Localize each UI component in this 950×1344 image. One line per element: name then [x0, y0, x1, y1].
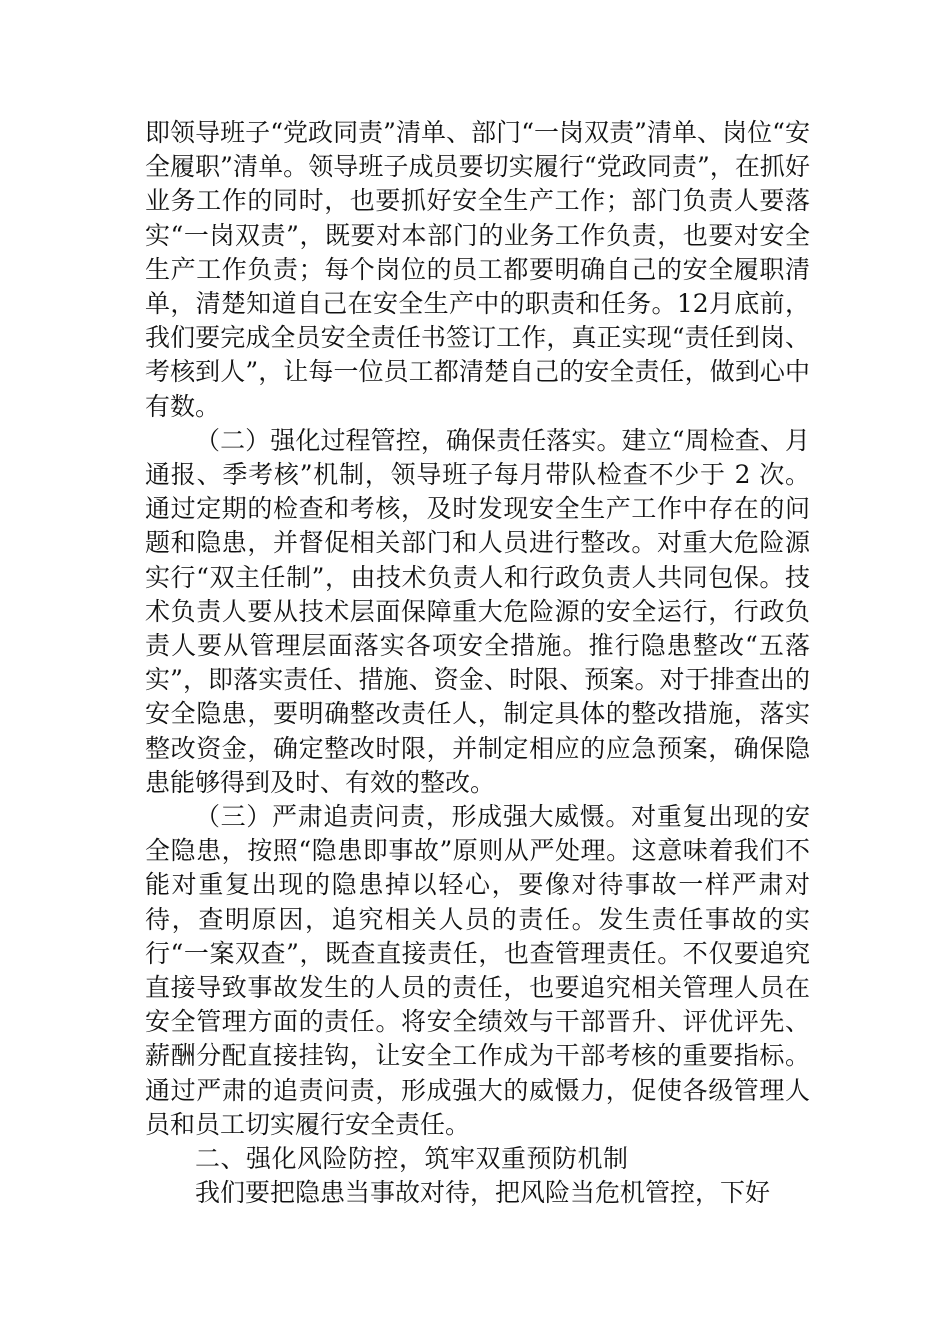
- section-heading-risk-prevention: 二、强化风险防控，筑牢双重预防机制: [195, 1144, 629, 1174]
- paragraph-process-control: （二）强化过程管控，确保责任落实。建立“周检查、月通报、季考核”机制，领导班子每月带队检查不少于 2 次。通过定期的检查和考核，及时发现安全生产工作中存在的问题和隐患，并督促相关部门和人员进行整改。对重大危险源实行“双主任制”，由技术负责人和行政负责人共同包保。技术负责人要从技术层面保障重大危险源的安全运行，行政负责人要从管理层面落实各项安全措施。推行隐患整改“五落实”，即落实责任、措施、资金、时限、预案。对于排查出的安全隐患，要明确整改责任人，制定具体的整改措施，落实整改资金，确定整改时限，并制定相应的应急预案，确保隐患能够得到及时、有效的整改。: [145, 425, 810, 797]
- document-body: [145, 116, 810, 1211]
- paragraph-responsibility-lists: 即领导班子“党政同责”清单、部门“一岗双责”清单、岗位“安全履职”清单。领导班子成员要切实履行“党政同责”，在抓好业务工作的同时，也要抓好安全生产工作；部门负责人要落实“一岗双责”，既要对本部门的业务工作负责，也要对安全生产工作负责；每个岗位的员工都要明确自己的安全履职清单，清楚知道自己在安全生产中的职责和任务。12月底前，我们要完成全员安全责任书签订工作，真正实现“责任到岗、考核到人”，让每一位员工都清楚自己的安全责任，做到心中有数。: [145, 118, 810, 421]
- paragraph-accountability: （三）严肃追责问责，形成强大威慑。对重复出现的安全隐患，按照“隐患即事故”原则从严处理。这意味着我们不能对重复出现的隐患掉以轻心，要像对待事故一样严肃对待，查明原因，追究相关人员的责任。发生责任事故的实行“一案双查”，既查直接责任，也查管理责任。不仅要追究直接导致事故发生的人员的责任，也要追究相关管理人员在安全管理方面的责任。将安全绩效与干部晋升、评优评先、薪酬分配直接挂钩，让安全工作成为干部考核的重要指标。通过严肃的追责问责，形成强大的威慑力，促使各级管理人员和员工切实履行安全责任。: [145, 802, 810, 1139]
- paragraph-hazard-management: 我们要把隐患当事故对待，把风险当危机管控，下好: [195, 1178, 771, 1208]
